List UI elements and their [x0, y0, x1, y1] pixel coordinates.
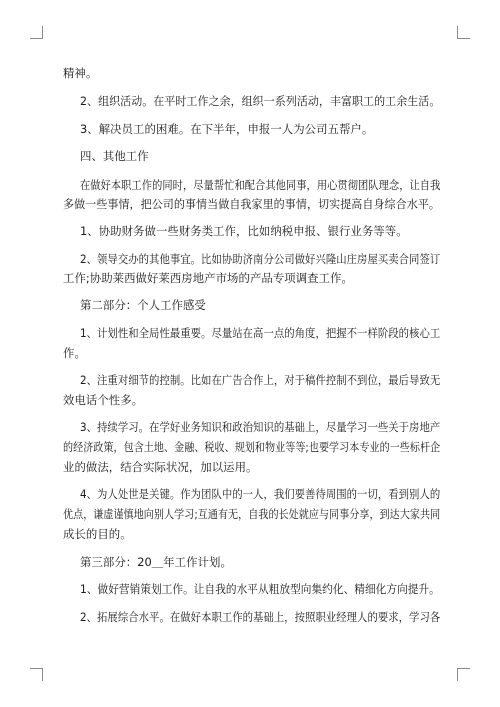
text-line: 1、计划性和全局性最重要。尽量站在高一点的角度，把握不一样阶段的核心工 — [80, 326, 441, 340]
text-line: 1、协助财务做一些财务类工作，比如纳税申报、银行业务等等。 — [80, 224, 408, 238]
text-line: 2、注重对细节的控制。比如在广告合作上，对于稿件控制不到位，最后导致无 — [80, 373, 441, 387]
text-line: 2、领导交办的其他事宜。比如协助济南分公司做好兴隆山庄房屋买卖合同签订 — [80, 252, 441, 266]
text-line: 精神。 — [63, 66, 98, 80]
text-line: 3、持续学习。在学好业务知识和政治知识的基础上，尽量学习一些关于房地产 — [80, 420, 441, 434]
section-heading: 四、其他工作 — [80, 149, 149, 163]
section-heading: 第三部分：20＿年工作计划。 — [80, 555, 232, 569]
text-line: 在做好本职工作的同时，尽量帮忙和配合其他同事，用心贯彻团队理念，让自我 — [80, 178, 441, 192]
text-line: 优点，谦虚谨慎地向别人学习;互通有无，自我的长处就应与同事分享，到达大家共同 — [63, 507, 441, 521]
text-line: 的经济政策，包含土地、金融、税收、规划和物业等等;也要学习本专业的一些标杆企 — [63, 440, 441, 454]
text-line: 作。 — [63, 346, 86, 360]
text-line: 业的做法，结合实际状况，加以运用。 — [63, 460, 258, 474]
text-line: 效电话个性多。 — [63, 393, 144, 407]
text-line: 4、为人处世是关键。作为团队中的一人，我们要善待周围的一切，看到别人的 — [80, 487, 441, 501]
text-line: 成长的目的。 — [63, 527, 132, 541]
text-line: 2、组织活动。在平时工作之余，组织一系列活动，丰富职工的工余生活。 — [80, 94, 441, 108]
text-line: 工作;协助莱西做好莱西房地产市场的产品专项调查工作。 — [63, 271, 353, 285]
text-line: 3、解决员工的困难。在下半年，申报一人为公司五帮户。 — [80, 122, 374, 136]
text-line: 2、拓展综合水平。在做好本职工作的基础上，按照职业经理人的要求，学习各 — [80, 610, 441, 624]
text-line: 1、做好营销策划工作。让自我的水平从粗放型向集约化、精细化方向提升。 — [80, 582, 440, 596]
text-line: 多做一些事情，把公司的事情当做自我家里的事情，切实提高自身综合水平。 — [63, 197, 441, 211]
section-heading: 第二部分：个人工作感受 — [80, 298, 206, 312]
